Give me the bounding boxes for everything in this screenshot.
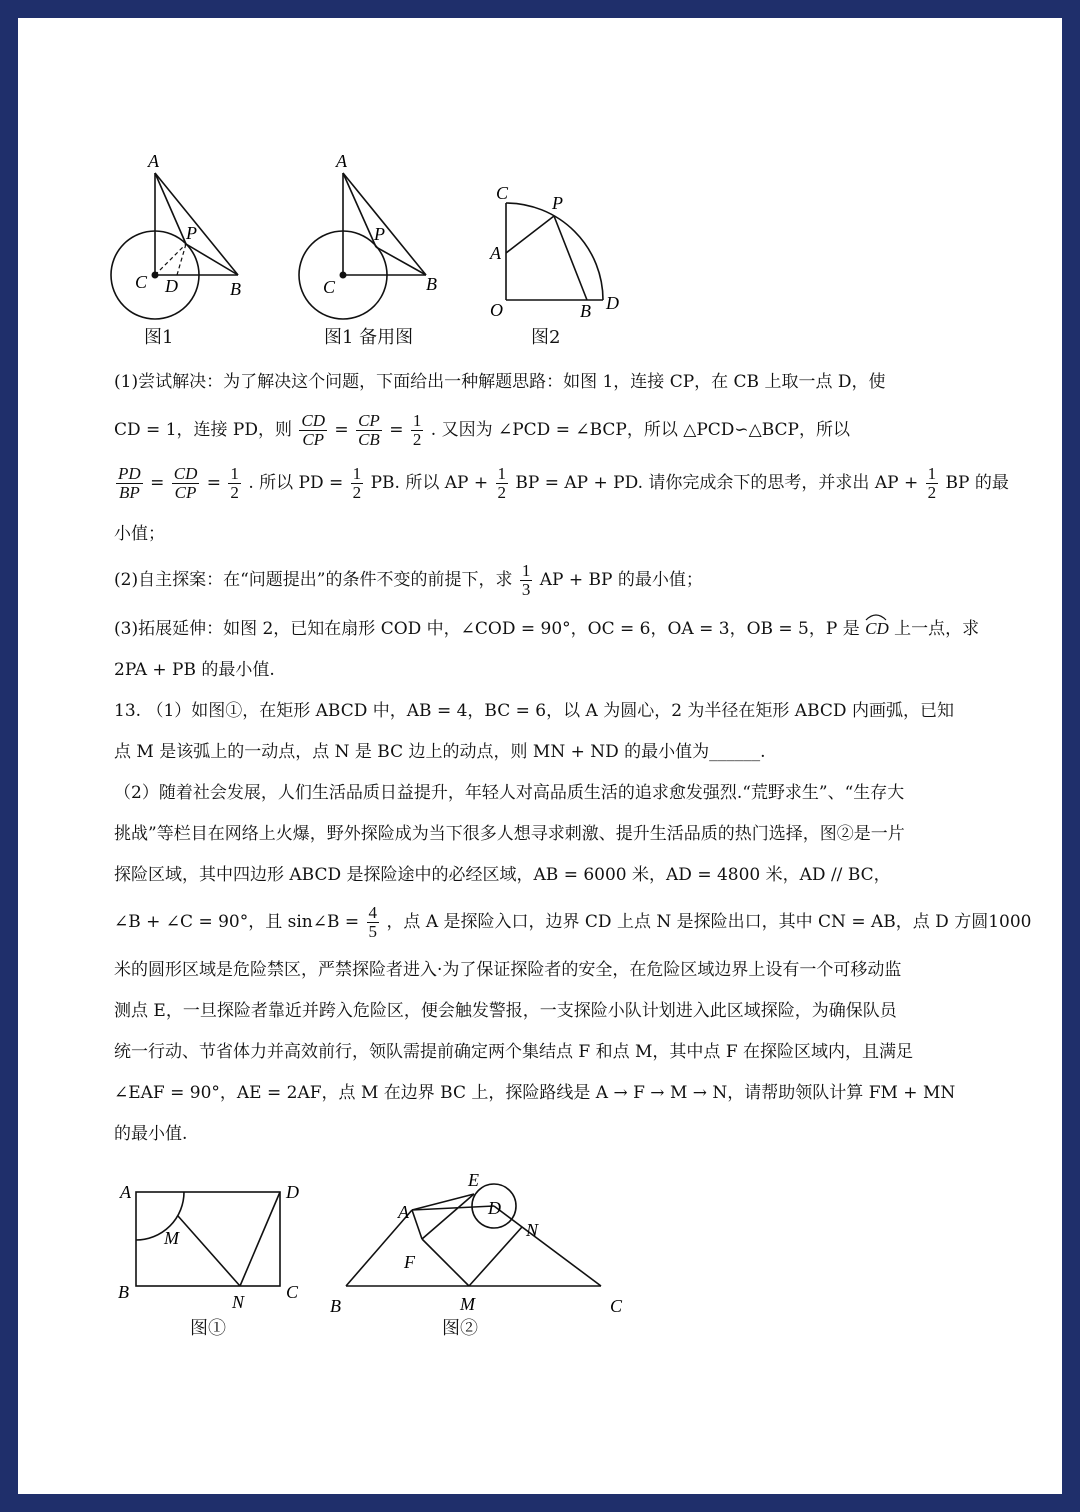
fig2-label-B: B [580,301,591,321]
p12-line2-suffix: . 又因为 ∠PCD = ∠BCP，所以 △PCD∽△BCP，所以 [430,420,850,440]
figure-2-caption: 图2 [531,327,561,348]
p12-line3-mid2: PB. 所以 AP + [370,473,489,493]
p12-line3-mid3: BP = AP + PD. 请你完成余下的思考，并求出 AP + [515,473,919,493]
p13-part2-line2: 挑战”等栏目在网络上火爆，野外探险成为当下很多人想寻求刺激、提升生活品质的热门选择，图②是一片 [114,824,905,844]
fig13-2-label-A: A [398,1202,409,1222]
p13-part2-line3: 探险区域，其中四边形 ABCD 是探险途中的必经区域，AB = 6000 米，AD = 4800 米，AD // BC， [114,865,891,885]
fig1-label-A: A [148,151,159,171]
fig13-2-label-B: B [330,1296,341,1316]
figure-1-caption: 图1 [144,327,174,348]
p12-part1-line1: (1)尝试解决：为了解决这个问题，下面给出一种解题思路：如图 1，连接 CP，在 CB 上取一点 D，使 [114,372,886,392]
arc-mark-icon [865,613,887,621]
figure-1-backup-diagram [296,153,456,333]
arc-CD: CD [865,615,889,643]
p13-line4-b: ，点 A 是探险入口，边界 CD 上点 N 是探险出口，其中 CN = AB，点 D 方圆1000 [386,912,1032,932]
fraction-half-d: $\frac{1}{2}$ [927,464,937,502]
p13-part2-line4 [114,902,1032,942]
figure-1 [108,153,258,337]
p13-part2-line6: 测点 E，一旦探险者靠近并跨入危险区，便会触发警报，一支探险小队计划进入此区域探险，为确保队员 [114,1001,897,1021]
fraction-half-a: $\frac{1}{2}$ [230,464,239,502]
fraction-one-third: $\frac{1}{3}$ [521,561,531,599]
p13-part2-line9: 的最小值. [114,1124,188,1144]
fig13-1-label-B: B [118,1282,129,1302]
fig13-2-label-M: M [460,1294,475,1314]
figure-1-backup-caption: 图1 备用图 [324,327,414,348]
p12-part1-line4: 小值； [114,524,165,544]
p12-part3-line1 [114,615,980,643]
fig2-label-O: O [490,300,503,320]
fig1b-label-C: C [323,277,336,297]
fig2-label-C: C [496,183,509,203]
fig1b-label-B: B [426,274,437,294]
fig1-label-B: B [230,279,241,299]
p12-part2-suffix: AP + BP 的最小值； [539,570,703,590]
fig13-1-label-C: C [286,1282,299,1302]
figure-1-backup [296,153,456,337]
fraction-CD-CP: $\frac{CD}{CP}$ [301,411,326,449]
fig2-label-D: D [606,293,619,313]
fraction-one-half: $\frac{1}{2}$ [412,411,422,449]
fraction-PD-BP: $\frac{PD}{BP}$ [118,464,141,502]
p13-part2-line8: ∠EAF = 90°，AE = 2AF，点 M 在边界 BC 上，探险路线是 A → F → M → N，请帮助领队计算 FM + MN [114,1083,956,1103]
fig1b-label-A: A [336,151,347,171]
p12-part3-text-b: 上一点，求 [894,619,980,639]
fig13-2-label-C: C [610,1296,623,1316]
p13-part2-line7: 统一行动、节省体力并高效前行，领队需提前确定两个集结点 F 和点 M，其中点 F 在探险区域内，且满足 [114,1042,914,1062]
fig1-label-D: D [165,276,178,296]
figure-1-diagram [108,153,258,333]
figure-13-2-diagram [326,1166,646,1316]
p12-part2-prefix: (2)自主探案：在“问题提出”的条件不变的前提下，求 [114,570,513,590]
p12-part3-text-a: (3)拓展延伸：如图 2，已知在扇形 COD 中，∠COD = 90°，OC = 6，OA = 3，OB = 5，P 是 [114,619,860,639]
fig2-label-P: P [552,193,563,213]
figure-13-2-caption: 图② [442,1318,478,1339]
p12-line3-end: BP 的最 [945,473,1009,493]
document-page [18,18,1062,1494]
fraction-half-b: $\frac{1}{2}$ [352,464,362,502]
fig1-label-C: C [135,272,148,292]
figure-2 [488,183,638,327]
fig13-1-label-A: A [120,1182,131,1202]
fig13-2-label-E: E [468,1170,479,1190]
p13-line4-a: ∠B + ∠C = 90°，且 sin∠B = [114,912,360,932]
fig13-1-label-N: N [232,1292,245,1312]
p12-part1-line2: CD = 1，连接 PD，则 $\frac{CD}{CP}$ = $\frac{CP}{CB}$ = $\frac{1}{2}$ . 又因为 ∠PCD = ∠BCP，所以 △PCD∽△BCP，所以 [114,411,850,449]
figure-13-1-diagram [116,1176,316,1316]
fig13-1-label-D: D [286,1182,299,1202]
fraction-CP-CB: $\frac{CP}{CB}$ [358,411,380,449]
fig13-1-label-M: M [164,1228,179,1248]
fig1-label-P: P [186,223,197,243]
p13-part2-line5: 米的圆形区域是危险禁区，严禁探险者进入·为了保证探险者的安全，在危险区域边界上设有一个可移动监 [114,960,902,980]
p13-part2-line1: （2）随着社会发展，人们生活品质日益提升，年轻人对高品质生活的追求愈发强烈.“荒野求生”、“生存大 [114,783,905,803]
p12-part3-line2: 2PA + PB 的最小值. [114,660,275,680]
figure-2-diagram [488,183,638,323]
fraction-four-fifths: $\frac{4}{5}$ [368,903,378,941]
p12-part2 [114,560,974,600]
fig1b-label-P: P [374,224,385,244]
figure-13-2 [326,1166,646,1320]
p12-part1-line3: $\frac{PD}{BP}$ = $\frac{CD}{CP}$ = $\frac{1}{2}$ . 所以 PD = $\frac{1}{2}$ PB. 所以 AP + $\frac{1}{2}$ BP = AP + PD. 请你完成余下的思考，并求出 AP + $\frac{1}{2}$ BP 的最 [118,464,1009,502]
p13-part1-line1: 13. （1）如图①，在矩形 ABCD 中，AB = 4，BC = 6，以 A 为圆心，2 为半径在矩形 ABCD 内画弧，已知 [114,701,954,721]
fraction-CD-CP-2: $\frac{CD}{CP}$ [173,464,198,502]
p12-line2-prefix: CD = 1，连接 PD，则 [114,420,292,440]
fraction-half-c: $\frac{1}{2}$ [497,464,506,502]
figure-13-1 [116,1176,316,1320]
fig13-2-label-N: N [526,1220,539,1240]
p12-line3-mid: . 所以 PD = [248,473,344,493]
p13-part1-line2: 点 M 是该弧上的一动点，点 N 是 BC 边上的动点，则 MN + ND 的最小值为______. [114,742,766,762]
fig13-2-label-D: D [488,1198,501,1218]
figure-13-1-caption: 图① [190,1318,226,1339]
fig2-label-A: A [490,243,501,263]
fig13-2-label-F: F [404,1252,415,1272]
